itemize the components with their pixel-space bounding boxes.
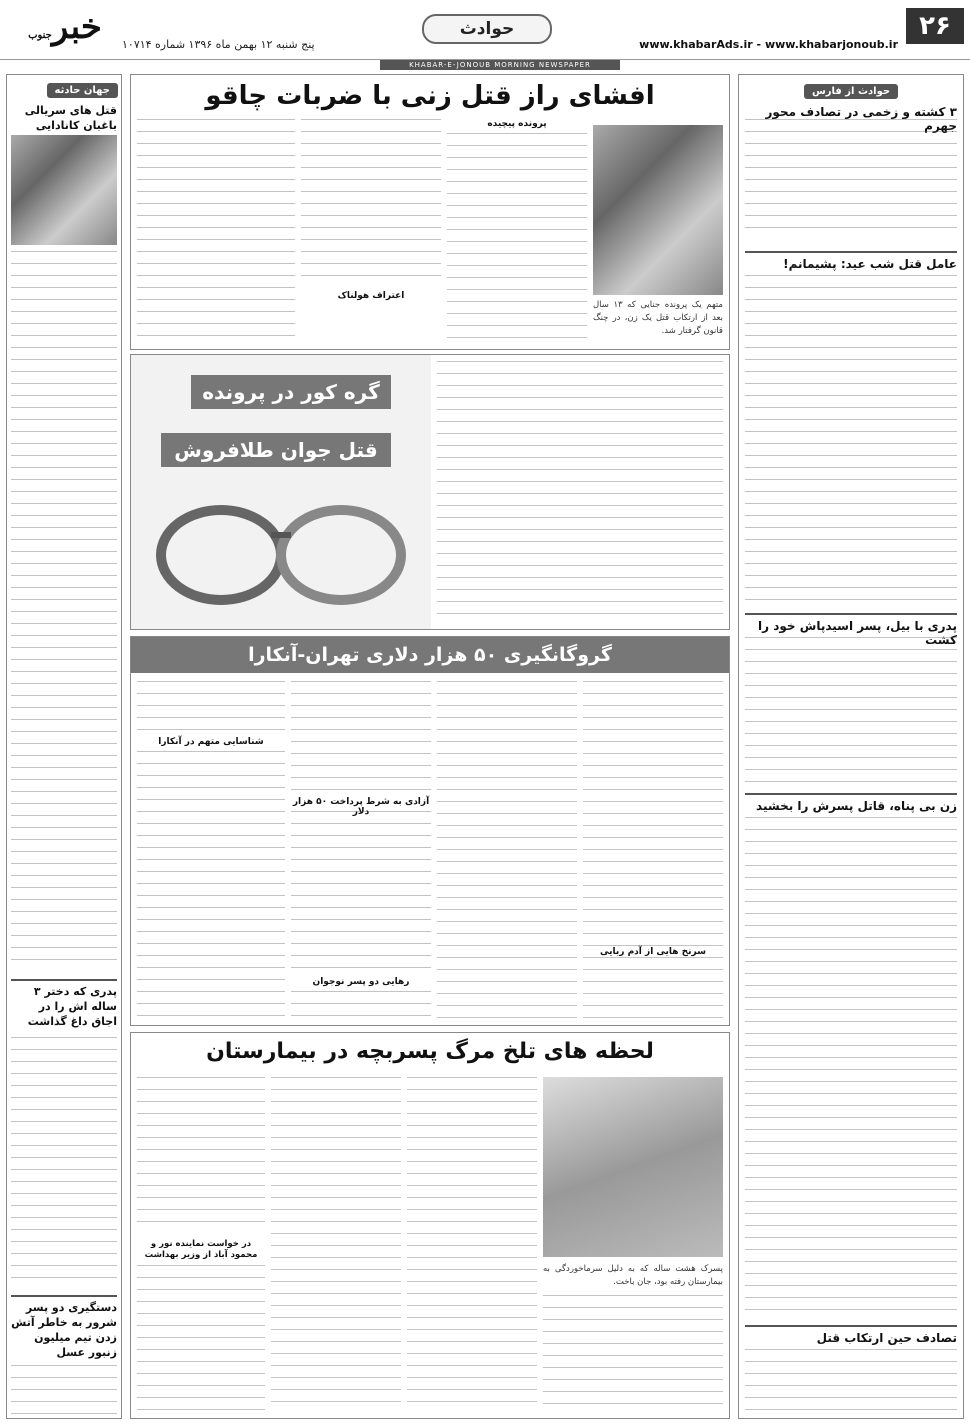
headline: لحظه های تلخ مرگ پسربچه در بیمارستان [206, 1039, 654, 1064]
handcuff-graphic [131, 355, 431, 629]
site-urls[interactable]: www.khabarAds.ir - www.khabarjonoub.ir [639, 38, 898, 51]
main-story-1 [130, 74, 730, 350]
story-column [271, 1077, 401, 1413]
subhead: آزادی به شرط پرداخت ۵۰ هزار دلار [292, 797, 430, 817]
story-body [745, 637, 957, 787]
subhead: سرنخ هایی از آدم ربایی [583, 947, 723, 957]
right-sidebar [738, 74, 964, 1419]
story-column [137, 119, 295, 345]
story-column [137, 1077, 265, 1233]
story-column [137, 681, 285, 733]
page-number: ۲۶ [906, 8, 964, 44]
newspaper-logo [10, 6, 120, 48]
subhead: رهایی دو پسر نوجوان [291, 977, 431, 987]
subhead: اعتراف هولناک [337, 291, 405, 301]
sidebar-tag: حوادث از فارس [804, 84, 898, 99]
subhead: در خواست نماینده نور و محمود آباد از وزیر بهداشت [144, 1239, 258, 1260]
story-title: پدری با بیل، پسر اسیدپاش خود را کشت [745, 613, 957, 647]
headline-line: گره کور در پرونده [191, 375, 391, 409]
story-title: قتل های سریالی باغبان کانادایی [24, 104, 117, 132]
story-title: زن بی پناه، قاتل پسرش را بخشید [745, 793, 957, 813]
page-header [0, 0, 970, 60]
story-column [291, 681, 431, 791]
story-column [447, 133, 587, 343]
story-body [745, 119, 957, 239]
headline: گروگانگیری ۵۰ هزار دلاری تهران-آنکارا [131, 637, 729, 673]
main-story-2 [130, 354, 730, 630]
story-column [543, 1295, 723, 1413]
story-column [137, 751, 285, 1019]
story-body [11, 251, 117, 971]
story-title: ۳ کشته و زخمی در تصادف محور جهرم [765, 105, 957, 133]
child-photo [543, 1077, 723, 1257]
logo-sub: جنوب [28, 30, 52, 41]
story-body [745, 1349, 957, 1413]
story-column [437, 361, 723, 625]
story-body [745, 275, 957, 605]
dateline: پنج شنبه ۱۲ بهمن ماه ۱۳۹۶ شماره ۱۰۷۱۴ [122, 38, 315, 51]
portrait-photo [11, 135, 117, 245]
handcuff-icon [141, 475, 421, 625]
left-sidebar [6, 74, 122, 1419]
story-column [583, 681, 723, 1019]
story-body [11, 1037, 117, 1287]
story-title: عامل قتل شب عید: پشیمانم! [745, 251, 957, 271]
story-column [407, 1077, 537, 1413]
main-story-3 [130, 636, 730, 1026]
story-photo [593, 125, 723, 295]
section-title: حوادث [422, 14, 552, 44]
photo-caption: پسرک هشت ساله که به دلیل سرماخوردگی به بیمارستان رفته بود، جان باخت. [543, 1264, 723, 1287]
subhead: پرونده پیچیده [487, 119, 547, 129]
story-column [437, 681, 577, 1019]
story-body [11, 1365, 117, 1415]
story-column [301, 119, 441, 287]
story-title: دستگیری دو پسر شرور به خاطر آتش زدن تیم میلیون زنبور عسل [11, 1295, 117, 1360]
story-body [745, 817, 957, 1317]
story-title: تصادف حین ارتکاب قتل [745, 1325, 957, 1345]
headline: افشای راز قتل زنی با ضربات چاقو [205, 81, 655, 111]
logo-text: خبر [51, 7, 102, 47]
photo-caption: متهم یک پرونده جنایی که ۱۳ سال بعد از ارتکاب قتل یک زن، در چنگ قانون گرفتار شد. [593, 300, 723, 336]
subhead: شناسایی متهم در آنکارا [158, 737, 264, 747]
story-title: پدری که دختر ۳ ساله اش را در اجاق داغ گذاشت [11, 979, 117, 1029]
headline-line: قتل جوان طلافروش [161, 433, 391, 467]
main-story-4 [130, 1032, 730, 1419]
story-column [291, 811, 431, 1019]
sidebar-tag: جهان حادثه [47, 83, 119, 98]
story-column [137, 1265, 265, 1413]
english-band: KHABAR-E-JONOUB MORNING NEWSPAPER [380, 60, 620, 70]
